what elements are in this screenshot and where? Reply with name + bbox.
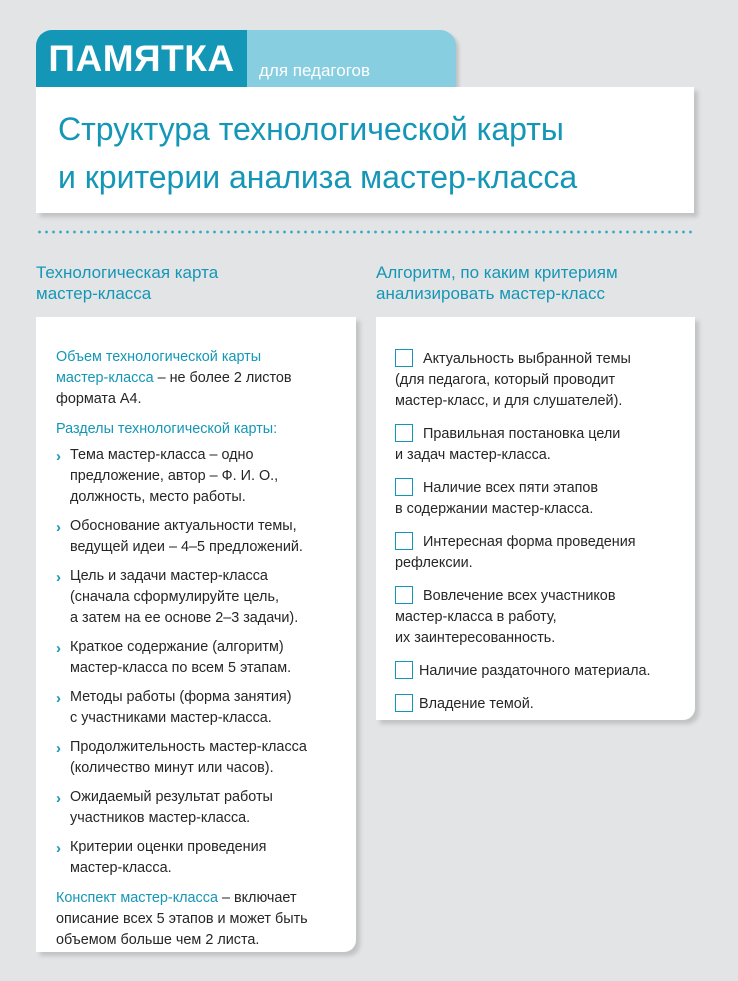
criteria-item: Владение темой. <box>395 694 687 715</box>
list-item: › Ожидаемый результат работы участников мастер-класса. <box>56 789 273 826</box>
summary-note: Конспект мастер-класса – включает описание всех 5 этапов и может быть объемом больше чем 2 листа. <box>56 890 308 948</box>
page-title-line2: и критерии анализа мастер-класса <box>58 159 578 195</box>
title-card <box>36 87 694 213</box>
checkbox[interactable] <box>395 478 413 496</box>
list-item: › Методы работы (форма занятия) с участниками мастер-класса. <box>56 689 292 726</box>
criteria-item: Вовлечение всех участников мастер-класса в работу, их заинтересованность. <box>395 588 616 646</box>
checkbox[interactable] <box>395 424 413 442</box>
criteria-item: Интересная форма проведения рефлексии. <box>395 534 636 571</box>
tech-card-panel <box>36 317 356 952</box>
chevron-right-icon: › <box>56 840 61 857</box>
memo-tab: ПАМЯТКА <box>36 30 247 87</box>
volume-note: Объем технологической карты мастер-класса – не более 2 листов формата А4. <box>56 349 292 407</box>
chevron-right-icon: › <box>56 790 61 807</box>
checkbox[interactable] <box>395 586 413 604</box>
list-item: › Продолжительность мастер-класса (количество минут или часов). <box>56 739 307 776</box>
list-item: › Цель и задачи мастер-класса (сначала сформулируйте цель, а затем на ее основе 2–3 задачи). <box>56 568 299 626</box>
right-column-heading: Алгоритм, по каким критериям анализировать мастер-класс <box>376 263 618 303</box>
left-column-heading: Технологическая карта мастер-класса <box>36 263 219 303</box>
criteria-item: Правильная постановка цели и задач мастер-класса. <box>395 426 621 463</box>
audience-tab: для педагогов <box>247 30 456 87</box>
checkbox[interactable] <box>395 349 413 367</box>
chevron-right-icon: › <box>56 740 61 757</box>
chevron-right-icon: › <box>56 519 61 536</box>
list-item: › Обоснование актуальности темы, ведущей идеи – 4–5 предложений. <box>56 518 303 555</box>
list-item: › Критерии оценки проведения мастер-класса. <box>56 839 267 876</box>
sections-heading: Разделы технологической карты: <box>56 421 278 437</box>
checkbox[interactable] <box>395 661 413 679</box>
chevron-right-icon: › <box>56 569 61 586</box>
criteria-item: Наличие всех пяти этапов в содержании мастер-класса. <box>395 480 599 517</box>
criteria-item: Актуальность выбранной темы (для педагога, который проводит мастер-класс, и для слушателей). <box>395 351 631 409</box>
chevron-right-icon: › <box>56 640 61 657</box>
sections-list <box>56 445 342 879</box>
criteria-item: Наличие раздаточного материала. <box>395 661 687 682</box>
dotted-divider <box>36 230 696 234</box>
list-item: › Краткое содержание (алгоритм) мастер-класса по всем 5 этапам. <box>56 639 292 676</box>
page-title-line1: Структура технологической карты <box>58 111 564 147</box>
chevron-right-icon: › <box>56 448 61 465</box>
checkbox[interactable] <box>395 694 413 712</box>
list-item: › Тема мастер-класса – одно предложение, автор – Ф. И. О., должность, место работы. <box>56 447 279 505</box>
checkbox[interactable] <box>395 532 413 550</box>
chevron-right-icon: › <box>56 690 61 707</box>
criteria-panel <box>376 317 695 720</box>
